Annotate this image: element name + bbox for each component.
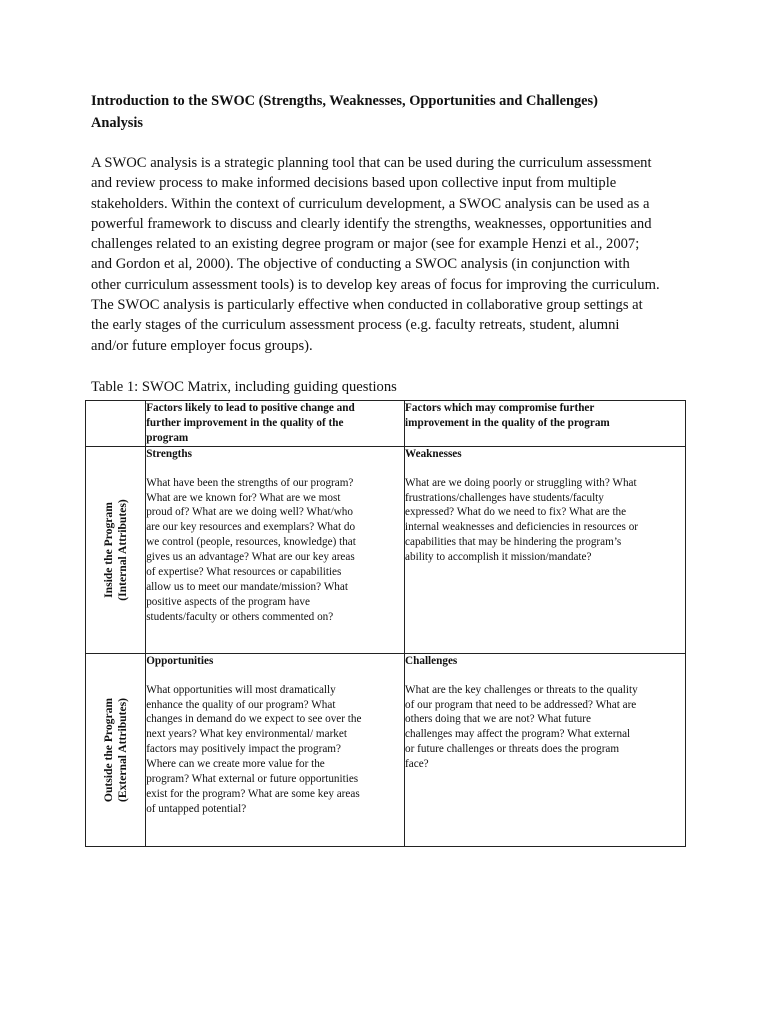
question-line: face? (405, 758, 429, 771)
challenges-questions (405, 683, 685, 772)
question-line: What are we known for? What are we most (146, 491, 341, 504)
swoc-matrix-table (85, 400, 686, 847)
question-line: Where can we create more value for the (146, 758, 325, 771)
challenges-heading: Challenges (405, 654, 458, 667)
question-line: expressed? What do we need to fix? What are the (405, 506, 627, 519)
side-label-line: (External Attributes) (115, 697, 129, 802)
question-line: proud of? What are we doing well? What/who (146, 506, 353, 519)
question-line: next years? What key environmental/ market (146, 728, 347, 741)
opportunities-heading: Opportunities (146, 654, 214, 667)
paragraph-line: and/or future employer focus groups). (91, 337, 313, 354)
outside-program-label-cell (86, 653, 146, 846)
challenges-cell (405, 653, 686, 846)
paragraph-line: other curriculum assessment tools) is to develop key areas of focus for improving the curriculum. (91, 276, 660, 293)
question-line: factors may positively impact the program? (146, 743, 341, 756)
question-line: of our program that need to be addressed? What are (405, 698, 637, 711)
question-line: frustrations/challenges have students/faculty (405, 491, 604, 504)
side-label-line: Inside the Program (101, 501, 115, 598)
table-header-row (86, 401, 686, 447)
question-line: capabilities that may be hindering the program’s (405, 536, 622, 549)
header-line: Factors likely to lead to positive change and (146, 402, 355, 414)
question-line: or future challenges or threats does the program (405, 743, 620, 756)
header-line: improvement in the quality of the program (405, 416, 610, 429)
question-line: of untapped potential? (146, 802, 247, 815)
outside-program-row (86, 653, 686, 846)
weaknesses-heading: Weaknesses (405, 447, 462, 460)
paragraph-line: powerful framework to discuss and clearly identify the strengths, weaknesses, opportunities and (91, 215, 652, 232)
strengths-questions (146, 476, 404, 625)
outside-program-label (102, 698, 130, 802)
question-line: students/faculty or others commented on? (146, 610, 334, 623)
opportunities-questions (146, 683, 404, 817)
question-line: allow us to meet our mandate/mission? What (146, 580, 348, 593)
question-line: challenges may affect the program? What external (405, 728, 631, 741)
side-label-line: Outside the Program (101, 697, 115, 802)
strengths-heading: Strengths (146, 447, 192, 460)
question-line: What are the key challenges or threats to the quality (405, 683, 638, 696)
header-line: further improvement in the quality of the (146, 416, 344, 429)
weaknesses-cell (405, 446, 686, 653)
question-line: we control (people, resources, knowledge) that (146, 536, 356, 549)
paragraph-line: and review process to make informed decisions based upon collective input from multiple (91, 175, 617, 192)
title-line: Introduction to the SWOC (Strengths, Weaknesses, Opportunities and Challenges) (91, 93, 598, 109)
paragraph-line: and Gordon et al, 2000). The objective of conducting a SWOC analysis (in conjunction with (91, 256, 630, 273)
question-line: What have been the strengths of our program? (146, 476, 354, 489)
corner-cell (86, 401, 146, 447)
header-line: program (146, 431, 189, 444)
paragraph-line: A SWOC analysis is a strategic planning tool that can be used during the curriculum assessment (91, 155, 652, 171)
intro-paragraph (91, 153, 691, 356)
question-line: What opportunities will most dramatically (146, 683, 336, 696)
question-line: enhance the quality of our program? What (146, 698, 336, 711)
question-line: program? What external or future opportunities (146, 773, 359, 786)
question-line: positive aspects of the program have (146, 595, 310, 608)
question-line: others doing that we are not? What future (405, 713, 591, 726)
title-line: Analysis (91, 114, 143, 131)
question-line: exist for the program? What are some key areas (146, 787, 360, 800)
document-title (91, 91, 691, 134)
question-line: are our key resources and exemplars? What do (146, 521, 356, 534)
weaknesses-questions (405, 476, 685, 565)
strengths-cell (146, 446, 405, 653)
question-line: gives us an advantage? What are our key areas (146, 551, 355, 564)
inside-program-row (86, 446, 686, 653)
side-label-line: (Internal Attributes) (115, 499, 129, 601)
question-line: internal weaknesses and deficiencies in resources or (405, 521, 639, 534)
header-line: Factors which may compromise further (405, 402, 595, 414)
question-line: What are we doing poorly or struggling with? What (405, 476, 637, 489)
paragraph-line: challenges related to an existing degree program or major (see for example Henzi et al., 2007; (91, 236, 640, 253)
table-caption: Table 1: SWOC Matrix, including guiding questions (91, 379, 397, 395)
opportunities-cell (146, 653, 405, 846)
inside-program-label-cell (86, 446, 146, 653)
question-line: of expertise? What resources or capabilities (146, 566, 342, 579)
inside-program-label (102, 499, 130, 600)
positive-factors-header (146, 401, 405, 447)
negative-factors-header (405, 401, 686, 447)
question-line: changes in demand do we expect to see over the (146, 713, 362, 726)
question-line: ability to accomplish it mission/mandate? (405, 551, 592, 564)
paragraph-line: stakeholders. Within the context of curriculum development, a SWOC analysis can be used as a (91, 195, 650, 212)
paragraph-line: The SWOC analysis is particularly effective when conducted in collaborative group settings at (91, 297, 643, 314)
paragraph-line: the early stages of the curriculum assessment process (e.g. faculty retreats, student, alumni (91, 317, 620, 334)
